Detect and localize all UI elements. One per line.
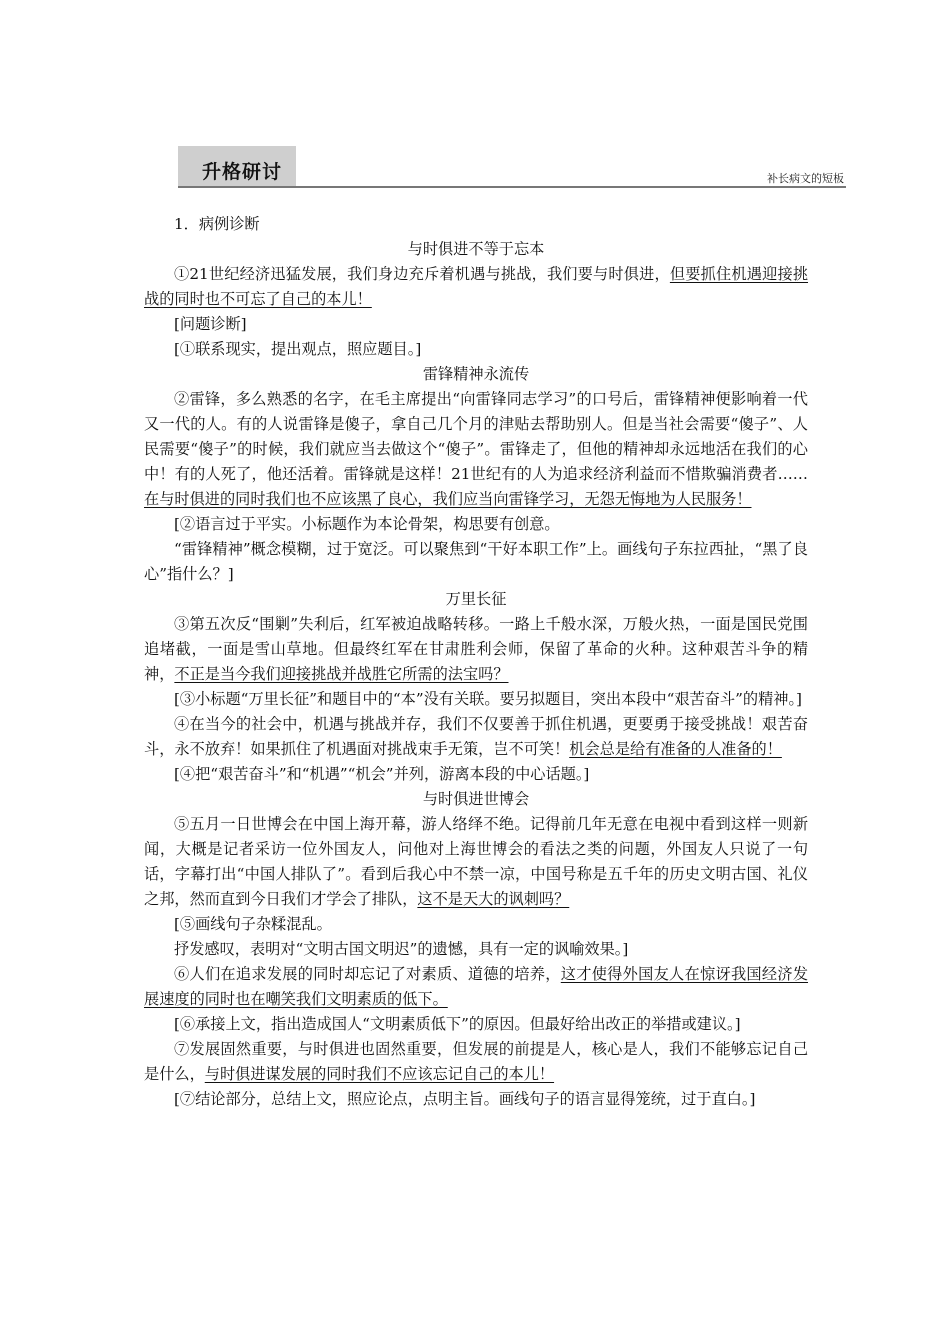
diagnosis-note <box>144 937 808 962</box>
document-body <box>144 212 808 1112</box>
underlined-sentence: 但要抓住机遇迎接挑战的同时也不可忘了自己的本儿！ <box>144 265 809 308</box>
underlined-sentence: 这才使得外国友人在惊讶我国经济发展速度的同时也在嘲笑我们文明素质的低下。 <box>144 965 809 1008</box>
section-header <box>178 146 846 190</box>
paragraph-text: [问题诊断] <box>174 315 247 333</box>
section-label: 1．病例诊断 <box>174 215 260 233</box>
diagnosis-note <box>144 762 808 787</box>
paragraph-text: “雷锋精神”概念模糊，过于宽泛。可以聚焦到“干好本职工作”上。画线句子东拉西扯，“黑了良心”指什么？] <box>144 540 808 583</box>
underlined-sentence: 这不是天大的讽刺吗？ <box>417 890 570 908</box>
diagnosis-note <box>144 1087 808 1112</box>
paragraph-text: ③第五次反“围剿”失利后，红军被迫战略转移。一路上千般水深，万般火热，一面是国民党围追堵截，一面是雪山草地。但最终红军在甘肃胜利会师，保留了革命的火种。这种艰苦斗争的精神， <box>144 615 808 683</box>
paragraph-text: 抒发感叹，表明对“文明古国文明迟”的遗憾，具有一定的讽喻效果。] <box>174 940 629 958</box>
paragraph-text: ⑥人们在追求发展的同时却忘记了对素质、道德的培养， <box>174 965 561 983</box>
subheading: 万里长征 <box>445 590 507 608</box>
underlined-sentence: 机会总是给有准备的人准备的！ <box>569 740 782 758</box>
paragraph-text: [⑦结论部分，总结上文，照应论点，点明主旨。画线句子的语言显得笼统，过于直白。] <box>174 1090 756 1108</box>
subheading: 与时俱进世博会 <box>422 790 530 808</box>
diagnosis-note <box>144 912 808 937</box>
essay-paragraph <box>144 962 808 1012</box>
paragraph-text: ⑤五月一日世博会在中国上海开幕，游人络绎不绝。记得前几年无意在电视中看到这样一则新闻，大概是记者采访一位外国友人，问他对上海世博会的看法之类的问题，外国友人只说了一句话，字幕打出“中国人排队了”。看到后我心中不禁一凉，中国号称是五千年的历史文明古国、礼仪之邦，然而直到今日我们才学会了排队， <box>144 815 808 908</box>
diagnosis-note <box>144 537 808 587</box>
diagnosis-note <box>144 1012 808 1037</box>
section-subtitle: 补长病文的短板 <box>767 172 844 185</box>
diagnosis-note <box>144 312 808 337</box>
essay-paragraph <box>144 712 808 762</box>
underlined-sentence: 在与时俱进的同时我们也不应该黑了良心，我们应当向雷锋学习，无怨无悔地为人民服务！ <box>144 490 752 508</box>
essay-paragraph <box>144 1037 808 1087</box>
essay-paragraph <box>144 612 808 687</box>
essay-paragraph <box>144 262 808 312</box>
paragraph-text: [⑤画线句子杂糅混乱。 <box>174 915 332 933</box>
diagnosis-note <box>144 687 808 712</box>
header-divider <box>178 186 846 188</box>
diagnosis-note <box>144 337 808 362</box>
essay-paragraph <box>144 812 808 912</box>
subheading: 与时俱进不等于忘本 <box>407 240 545 258</box>
subheading: 雷锋精神永流传 <box>422 365 530 383</box>
underlined-sentence: 不正是当今我们迎接挑战并战胜它所需的法宝吗？ <box>174 665 509 683</box>
paragraph-text: [⑥承接上文，指出造成国人“文明素质低下”的原因。但最好给出改正的举措或建议。] <box>174 1015 741 1033</box>
essay-paragraph <box>144 387 808 512</box>
paragraph-text: [③小标题“万里长征”和题目中的“本”没有关联。要另拟题目，突出本段中“艰苦奋斗”的精神。] <box>174 690 802 708</box>
paragraph-text: ④在当今的社会中，机遇与挑战并存，我们不仅要善于抓住机遇，更要勇于接受挑战！艰苦奋斗，永不放弃！如果抓住了机遇面对挑战束手无策，岂不可笑！ <box>144 715 808 758</box>
paragraph-text: ⑦发展固然重要，与时俱进也固然重要，但发展的前提是人，核心是人，我们不能够忘记自己是什么， <box>144 1040 808 1083</box>
paragraph-text: [②语言过于平实。小标题作为本论骨架，构思要有创意。 <box>174 515 560 533</box>
paragraph-text: ②雷锋，多么熟悉的名字，在毛主席提出“向雷锋同志学习”的口号后，雷锋精神便影响着一代又一代的人。有的人说雷锋是傻子，拿自己几个月的津贴去帮助别人。但是当社会需要“傻子”、人民需要“傻子”的时候，我们就应当去做这个“傻子”。雷锋走了，但他的精神却永远地活在我们的心中！有的人死了，他还活着。雷锋就是这样！21世纪有的人为追求经济利益而不惜欺骗消费者…… <box>144 390 808 483</box>
paragraph-text: ①21世纪经济迅猛发展，我们身边充斥着机遇与挑战，我们要与时俱进， <box>174 265 670 283</box>
section-title: 升格研讨 <box>202 161 283 183</box>
paragraph-text: [①联系现实，提出观点，照应题目。] <box>174 340 422 358</box>
underlined-sentence: 与时俱进谋发展的同时我们不应该忘记自己的本儿！ <box>204 1065 555 1083</box>
paragraph-text: [④把“艰苦奋斗”和“机遇”“机会”并列，游离本段的中心话题。] <box>174 765 590 783</box>
diagnosis-note <box>144 512 808 537</box>
